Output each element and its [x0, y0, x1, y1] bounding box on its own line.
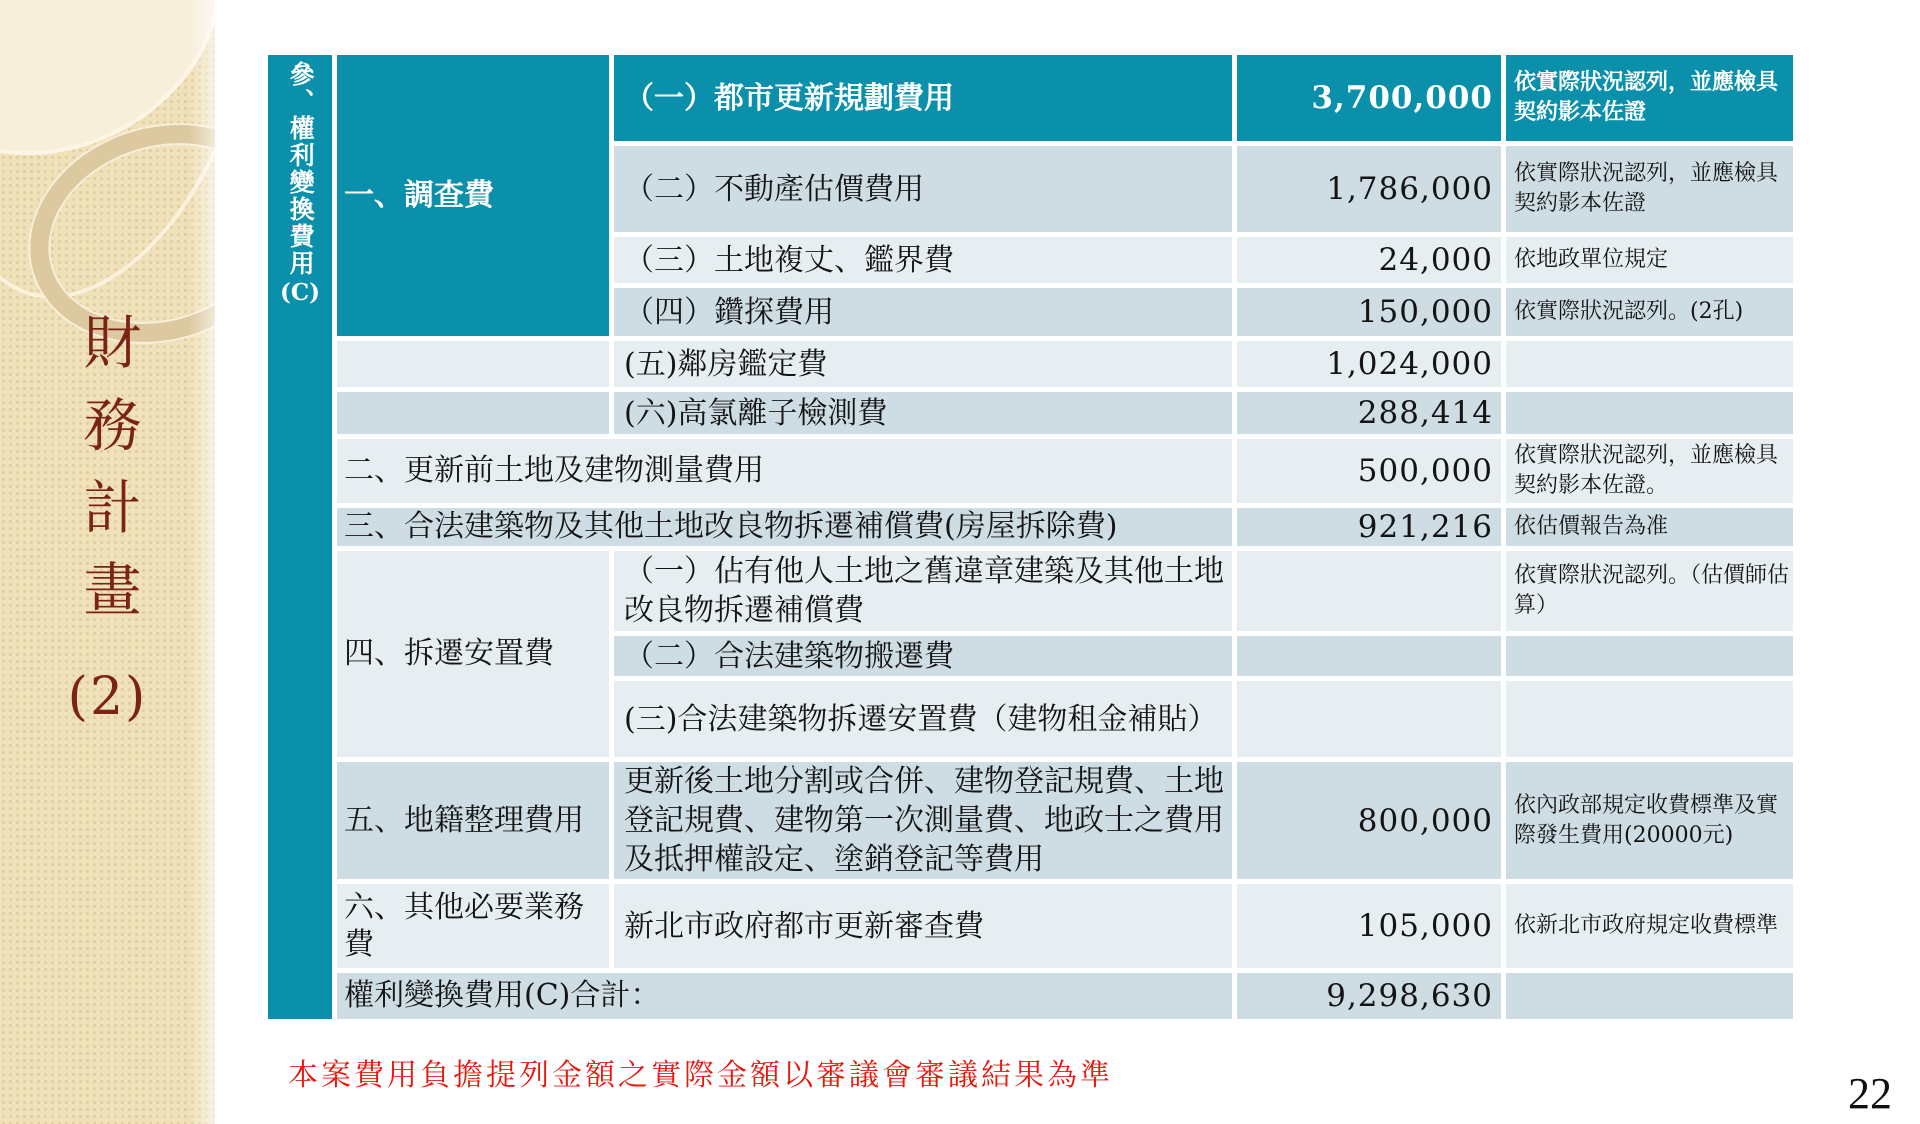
note-cell: 依地政單位規定: [1506, 237, 1793, 283]
table-row: [268, 551, 1793, 631]
sidebar: [0, 0, 215, 1124]
note-cell: [1506, 973, 1793, 1019]
table-row: [268, 884, 1793, 968]
note-cell: [1506, 341, 1793, 387]
item-cell: 三、合法建築物及其他土地改良物拆遷補償費(房屋拆除費): [337, 508, 1232, 546]
group-label: 參、權利變換費用: [286, 61, 316, 277]
category-cell-empty: [337, 341, 609, 387]
total-label-cell: 權利變換費用(C)合計：: [337, 973, 1232, 1019]
note-cell: 依實際狀況認列。（估價師估算）: [1506, 551, 1793, 631]
item-cell: （一）佔有他人土地之舊違章建築及其他土地改良物拆遷補償費: [614, 551, 1232, 631]
note-cell: 依實際狀況認列。(2孔): [1506, 288, 1793, 336]
item-cell: （二）不動產估價費用: [614, 146, 1232, 232]
amount-cell: 150,000: [1237, 288, 1501, 336]
table-row: [268, 341, 1793, 387]
item-cell: （二）合法建築物搬遷費: [614, 636, 1232, 676]
amount-cell: 1,786,000: [1237, 146, 1501, 232]
amount-cell: 1,024,000: [1237, 341, 1501, 387]
amount-cell: [1237, 636, 1501, 676]
note-cell: 依實際狀況認列，並應檢具契約影本佐證: [1506, 146, 1793, 232]
group-label-suffix: (C): [279, 279, 321, 306]
category-cell: 一、調查費: [337, 55, 609, 336]
table-row: [268, 439, 1793, 503]
item-cell: （四）鑽探費用: [614, 288, 1232, 336]
note-cell: [1506, 636, 1793, 676]
table-row: [268, 392, 1793, 434]
amount-cell: 921,216: [1237, 508, 1501, 546]
amount-cell: 288,414: [1237, 392, 1501, 434]
note-cell: 依估價報告為准: [1506, 508, 1793, 546]
note-cell: 依新北市政府規定收費標準: [1506, 884, 1793, 968]
title-block: [0, 312, 215, 727]
amount-cell: 800,000: [1237, 762, 1501, 879]
amount-cell: [1237, 681, 1501, 757]
category-cell: 四、拆遷安置費: [337, 551, 609, 757]
note-cell: 依實際狀況認列，並應檢具契約影本佐證: [1506, 55, 1793, 141]
item-cell: （三）土地複丈、鑑界費: [614, 237, 1232, 283]
amount-cell: 105,000: [1237, 884, 1501, 968]
footnote: 本案費用負擔提列金額之實際金額以審議會審議結果為準: [288, 1058, 1113, 1093]
note-cell: [1506, 681, 1793, 757]
note-cell: [1506, 392, 1793, 434]
item-cell: （一）都市更新規劃費用: [614, 55, 1232, 141]
category-cell: 五、地籍整理費用: [337, 762, 609, 879]
finance-table: [263, 50, 1798, 1024]
amount-cell: 24,000: [1237, 237, 1501, 283]
slide-title: 財務計畫: [73, 312, 142, 642]
item-cell: 更新後土地分割或合併、建物登記規費、土地登記規費、建物第一次測量費、地政士之費用及抵押權設定、塗銷登記等費用: [614, 762, 1232, 879]
item-cell: (三)合法建築物拆遷安置費（建物租金補貼）: [614, 681, 1232, 757]
category-cell: 六、其他必要業務費: [337, 884, 609, 968]
item-cell: (五)鄰房鑑定費: [614, 341, 1232, 387]
amount-cell: [1237, 551, 1501, 631]
amount-cell: 500,000: [1237, 439, 1501, 503]
page-number: 22: [1848, 1069, 1892, 1118]
category-cell-empty: [337, 392, 609, 434]
table-row: [268, 55, 1793, 141]
total-amount-cell: 9,298,630: [1237, 973, 1501, 1019]
table-row: [268, 973, 1793, 1019]
note-cell: 依實際狀況認列，並應檢具契約影本佐證。: [1506, 439, 1793, 503]
table-row: [268, 508, 1793, 546]
slide-subtitle: (2): [67, 667, 148, 728]
amount-cell: 3,700,000: [1237, 55, 1501, 141]
item-cell: 二、更新前土地及建物測量費用: [337, 439, 1232, 503]
row-group-header: [268, 55, 332, 1019]
item-cell: 新北市政府都市更新審查費: [614, 884, 1232, 968]
table-row: [268, 762, 1793, 879]
item-cell: (六)高氯離子檢測費: [614, 392, 1232, 434]
note-cell: 依內政部規定收費標準及實際發生費用(20000元): [1506, 762, 1793, 879]
